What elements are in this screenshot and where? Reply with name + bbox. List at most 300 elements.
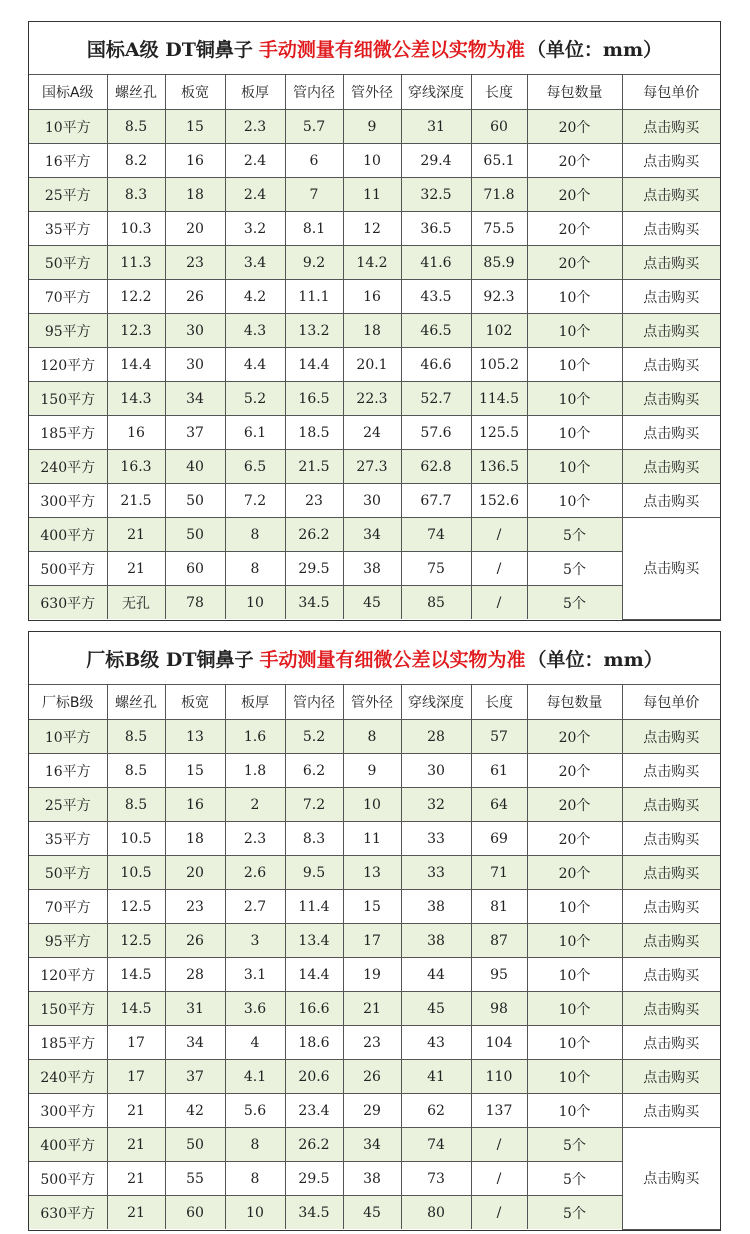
table-cell: 85.9 <box>471 246 527 280</box>
table-cell: 52.7 <box>401 382 471 416</box>
table_a-header-row <box>29 75 720 110</box>
table-cell: 10.5 <box>107 822 165 856</box>
table-a-grid <box>29 75 720 620</box>
table-row <box>29 484 720 518</box>
table-cell: / <box>471 586 527 620</box>
table-cell: 11 <box>343 822 401 856</box>
spec-table-b <box>28 631 721 1231</box>
table-cell: 无孔 <box>107 586 165 620</box>
column-header: 板厚 <box>225 685 285 720</box>
table-cell: 14.4 <box>285 958 343 992</box>
table-cell: 8.3 <box>107 178 165 212</box>
table-cell: / <box>471 518 527 552</box>
buy-link[interactable]: 点击购买 <box>622 450 720 484</box>
table-cell: 20个 <box>527 246 622 280</box>
buy-link[interactable]: 点击购买 <box>622 382 720 416</box>
table-cell: 73 <box>401 1162 471 1196</box>
table-cell: 23 <box>343 1026 401 1060</box>
table-cell: 67.7 <box>401 484 471 518</box>
table-cell: 95 <box>471 958 527 992</box>
table-cell: 20个 <box>527 720 622 754</box>
table-cell: 92.3 <box>471 280 527 314</box>
table-cell: 21 <box>107 552 165 586</box>
buy-link[interactable]: 点击购买 <box>622 924 720 958</box>
table-cell: 114.5 <box>471 382 527 416</box>
table-cell: 11.4 <box>285 890 343 924</box>
table-row <box>29 348 720 382</box>
table-cell: 14.3 <box>107 382 165 416</box>
column-header: 每包数量 <box>527 75 622 110</box>
table-cell: 2.4 <box>225 144 285 178</box>
table-cell: 57 <box>471 720 527 754</box>
table-cell: 14.2 <box>343 246 401 280</box>
table-cell: 8.2 <box>107 144 165 178</box>
table-b-title <box>29 632 720 685</box>
table-cell: 8.5 <box>107 754 165 788</box>
table-cell: / <box>471 1162 527 1196</box>
table-row <box>29 586 720 620</box>
table-cell: 8 <box>225 518 285 552</box>
table-cell: 5个 <box>527 1196 622 1230</box>
buy-link[interactable]: 点击购买 <box>622 856 720 890</box>
size-cell: 150平方 <box>29 992 107 1026</box>
table-cell: 40 <box>165 450 225 484</box>
table-cell: 136.5 <box>471 450 527 484</box>
size-cell: 95平方 <box>29 924 107 958</box>
table-cell: 11.1 <box>285 280 343 314</box>
table-cell: 16 <box>165 788 225 822</box>
size-cell: 400平方 <box>29 518 107 552</box>
table-cell: 9 <box>343 110 401 144</box>
table-cell: 10个 <box>527 1060 622 1094</box>
table-cell: 26.2 <box>285 1128 343 1162</box>
table-cell: 10个 <box>527 1094 622 1128</box>
table-cell: 9.5 <box>285 856 343 890</box>
table-cell: 43.5 <box>401 280 471 314</box>
table-cell: 18.5 <box>285 416 343 450</box>
table-cell: 38 <box>401 924 471 958</box>
buy-link[interactable]: 点击购买 <box>622 720 720 754</box>
size-cell: 630平方 <box>29 586 107 620</box>
table-cell: 152.6 <box>471 484 527 518</box>
size-cell: 70平方 <box>29 890 107 924</box>
size-cell: 500平方 <box>29 1162 107 1196</box>
column-header: 管外径 <box>343 685 401 720</box>
column-header: 国标A级 <box>29 75 107 110</box>
table-cell: 5个 <box>527 552 622 586</box>
table-cell: 17 <box>343 924 401 958</box>
table-cell: 13 <box>343 856 401 890</box>
table-cell: 23 <box>165 890 225 924</box>
table-cell: 2.7 <box>225 890 285 924</box>
table-cell: 74 <box>401 518 471 552</box>
size-cell: 400平方 <box>29 1128 107 1162</box>
table-cell: 14.4 <box>107 348 165 382</box>
table-cell: 22.3 <box>343 382 401 416</box>
table-cell: 30 <box>165 348 225 382</box>
table-cell: 10.3 <box>107 212 165 246</box>
table-a-unit-label: （单位：mm） <box>526 38 663 61</box>
table-cell: 1.8 <box>225 754 285 788</box>
table-cell: 15 <box>165 754 225 788</box>
table-row <box>29 382 720 416</box>
table-cell: 8 <box>225 552 285 586</box>
table-cell: 32 <box>401 788 471 822</box>
table-cell: 75 <box>401 552 471 586</box>
table-cell: 20个 <box>527 144 622 178</box>
buy-link[interactable]: 点击购买 <box>622 890 720 924</box>
column-header: 每包单价 <box>622 685 720 720</box>
table-cell: 16 <box>165 144 225 178</box>
column-header: 管内径 <box>285 685 343 720</box>
table-cell: 2.3 <box>225 110 285 144</box>
buy-link[interactable]: 点击购买 <box>622 314 720 348</box>
table-cell: 20个 <box>527 754 622 788</box>
table-cell: 38 <box>343 1162 401 1196</box>
table-cell: 20个 <box>527 110 622 144</box>
table-row <box>29 856 720 890</box>
buy-link[interactable]: 点击购买 <box>622 110 720 144</box>
table-cell: 13.4 <box>285 924 343 958</box>
table-cell: 8 <box>225 1162 285 1196</box>
table-cell: 2 <box>225 788 285 822</box>
size-cell: 300平方 <box>29 1094 107 1128</box>
table-cell: 5.7 <box>285 110 343 144</box>
table-cell: 21 <box>107 1094 165 1128</box>
table-cell: 8 <box>225 1128 285 1162</box>
column-header: 长度 <box>471 75 527 110</box>
table-row <box>29 1162 720 1196</box>
table-cell: 10个 <box>527 416 622 450</box>
table-row <box>29 314 720 348</box>
table-cell: 28 <box>165 958 225 992</box>
table-cell: 34 <box>343 518 401 552</box>
table-cell: 31 <box>401 110 471 144</box>
table-cell: 45 <box>401 992 471 1026</box>
table-cell: 85 <box>401 586 471 620</box>
table-cell: 1.6 <box>225 720 285 754</box>
table-cell: 81 <box>471 890 527 924</box>
table-cell: 60 <box>165 1196 225 1230</box>
table-cell: 10个 <box>527 890 622 924</box>
table-cell: 18.6 <box>285 1026 343 1060</box>
table-cell: 21.5 <box>107 484 165 518</box>
table-row <box>29 1094 720 1128</box>
column-header: 管内径 <box>285 75 343 110</box>
table-cell: 10 <box>225 586 285 620</box>
buy-link[interactable]: 点击购买 <box>622 518 720 620</box>
table-cell: / <box>471 1196 527 1230</box>
size-cell: 16平方 <box>29 754 107 788</box>
table-cell: 45 <box>343 586 401 620</box>
buy-link[interactable]: 点击购买 <box>622 144 720 178</box>
table-cell: 20个 <box>527 856 622 890</box>
table-cell: 12.3 <box>107 314 165 348</box>
table-cell: 29.4 <box>401 144 471 178</box>
table-row <box>29 788 720 822</box>
table-cell: 21 <box>107 1128 165 1162</box>
table-cell: 27.3 <box>343 450 401 484</box>
table-cell: 75.5 <box>471 212 527 246</box>
buy-link[interactable]: 点击购买 <box>622 484 720 518</box>
size-cell: 500平方 <box>29 552 107 586</box>
table-cell: 10个 <box>527 992 622 1026</box>
table-cell: 4.3 <box>225 314 285 348</box>
table-cell: 41 <box>401 1060 471 1094</box>
buy-link[interactable]: 点击购买 <box>622 958 720 992</box>
table-cell: 78 <box>165 586 225 620</box>
size-cell: 185平方 <box>29 416 107 450</box>
table-cell: 60 <box>471 110 527 144</box>
table-row <box>29 178 720 212</box>
table-cell: 21 <box>107 518 165 552</box>
table-cell: 12.5 <box>107 924 165 958</box>
size-cell: 120平方 <box>29 958 107 992</box>
table-cell: 55 <box>165 1162 225 1196</box>
table-cell: 57.6 <box>401 416 471 450</box>
column-header: 螺丝孔 <box>107 685 165 720</box>
table-cell: 8 <box>343 720 401 754</box>
buy-link[interactable]: 点击购买 <box>622 754 720 788</box>
table-cell: 45 <box>343 1196 401 1230</box>
table-cell: 16.5 <box>285 382 343 416</box>
table-cell: 15 <box>343 890 401 924</box>
table-cell: 6.1 <box>225 416 285 450</box>
buy-link[interactable]: 点击购买 <box>622 822 720 856</box>
column-header: 每包单价 <box>622 75 720 110</box>
table-cell: 10个 <box>527 1026 622 1060</box>
table-row <box>29 1196 720 1230</box>
table-row <box>29 212 720 246</box>
table-cell: 24 <box>343 416 401 450</box>
table-cell: 13.2 <box>285 314 343 348</box>
size-cell: 25平方 <box>29 178 107 212</box>
table-cell: 43 <box>401 1026 471 1060</box>
column-header: 板宽 <box>165 685 225 720</box>
table-cell: 33 <box>401 822 471 856</box>
buy-link[interactable]: 点击购买 <box>622 1026 720 1060</box>
table_b-header-row <box>29 685 720 720</box>
table-cell: 2.4 <box>225 178 285 212</box>
table-cell: 41.6 <box>401 246 471 280</box>
table-cell: 29 <box>343 1094 401 1128</box>
table-cell: 18 <box>343 314 401 348</box>
table-cell: 98 <box>471 992 527 1026</box>
table-cell: 11 <box>343 178 401 212</box>
table-cell: 110 <box>471 1060 527 1094</box>
size-cell: 95平方 <box>29 314 107 348</box>
table-cell: 6 <box>285 144 343 178</box>
table-cell: 5.2 <box>225 382 285 416</box>
size-cell: 300平方 <box>29 484 107 518</box>
column-header: 板厚 <box>225 75 285 110</box>
table-cell: 23 <box>285 484 343 518</box>
buy-link[interactable]: 点击购买 <box>622 178 720 212</box>
table-cell: 34 <box>165 1026 225 1060</box>
table-cell: 29.5 <box>285 1162 343 1196</box>
table-cell: 71.8 <box>471 178 527 212</box>
table-row <box>29 924 720 958</box>
table-cell: 8.5 <box>107 720 165 754</box>
table-cell: 3 <box>225 924 285 958</box>
table-row <box>29 110 720 144</box>
table-cell: 5个 <box>527 518 622 552</box>
buy-link[interactable]: 点击购买 <box>622 212 720 246</box>
table-cell: 34.5 <box>285 1196 343 1230</box>
buy-link[interactable]: 点击购买 <box>622 1094 720 1128</box>
buy-link[interactable]: 点击购买 <box>622 416 720 450</box>
table-row <box>29 992 720 1026</box>
table-row <box>29 958 720 992</box>
table-cell: 5.2 <box>285 720 343 754</box>
table-cell: 4.1 <box>225 1060 285 1094</box>
table-cell: 10.5 <box>107 856 165 890</box>
table-cell: 10 <box>343 144 401 178</box>
buy-link[interactable]: 点击购买 <box>622 348 720 382</box>
table-cell: 20.1 <box>343 348 401 382</box>
buy-link[interactable]: 点击购买 <box>622 280 720 314</box>
size-cell: 50平方 <box>29 246 107 280</box>
buy-link[interactable]: 点击购买 <box>622 788 720 822</box>
table-row <box>29 144 720 178</box>
table-cell: 2.6 <box>225 856 285 890</box>
table-cell: 5个 <box>527 586 622 620</box>
table-cell: 38 <box>343 552 401 586</box>
table-cell: 5个 <box>527 1128 622 1162</box>
column-header: 长度 <box>471 685 527 720</box>
table-cell: 42 <box>165 1094 225 1128</box>
table-cell: 125.5 <box>471 416 527 450</box>
table-cell: 105.2 <box>471 348 527 382</box>
table-cell: 37 <box>165 416 225 450</box>
table-cell: 69 <box>471 822 527 856</box>
table-cell: 8.1 <box>285 212 343 246</box>
table-cell: 20个 <box>527 822 622 856</box>
table-cell: 11.3 <box>107 246 165 280</box>
table-cell: 15 <box>165 110 225 144</box>
table-a-title-text: 国标A级 DT铜鼻子 <box>86 38 253 61</box>
table-row <box>29 280 720 314</box>
size-cell: 35平方 <box>29 212 107 246</box>
buy-link[interactable]: 点击购买 <box>622 246 720 280</box>
size-cell: 35平方 <box>29 822 107 856</box>
table-cell: 60 <box>165 552 225 586</box>
table-cell: / <box>471 552 527 586</box>
size-cell: 70平方 <box>29 280 107 314</box>
table-cell: 2.3 <box>225 822 285 856</box>
table-cell: 26 <box>165 924 225 958</box>
buy-link[interactable]: 点击购买 <box>622 1060 720 1094</box>
table-row <box>29 416 720 450</box>
table-row <box>29 552 720 586</box>
table-cell: 21.5 <box>285 450 343 484</box>
table-cell: 16 <box>107 416 165 450</box>
table-cell: 33 <box>401 856 471 890</box>
table-cell: 46.6 <box>401 348 471 382</box>
table-cell: / <box>471 1128 527 1162</box>
table-cell: 37 <box>165 1060 225 1094</box>
table-cell: 31 <box>165 992 225 1026</box>
table-a-tolerance-note: 手动测量有细微公差以实物为准 <box>258 38 525 61</box>
size-cell: 10平方 <box>29 720 107 754</box>
table-cell: 26 <box>165 280 225 314</box>
table-cell: 44 <box>401 958 471 992</box>
size-cell: 10平方 <box>29 110 107 144</box>
table-cell: 21 <box>343 992 401 1026</box>
table-cell: 20.6 <box>285 1060 343 1094</box>
table-cell: 74 <box>401 1128 471 1162</box>
table-cell: 12.5 <box>107 890 165 924</box>
table-cell: 20个 <box>527 178 622 212</box>
table-cell: 23.4 <box>285 1094 343 1128</box>
table-cell: 10个 <box>527 314 622 348</box>
table-cell: 6.2 <box>285 754 343 788</box>
table-cell: 10个 <box>527 280 622 314</box>
table-cell: 104 <box>471 1026 527 1060</box>
table-row <box>29 450 720 484</box>
table-cell: 18 <box>165 822 225 856</box>
table-cell: 34 <box>343 1128 401 1162</box>
column-header: 螺丝孔 <box>107 75 165 110</box>
table-cell: 36.5 <box>401 212 471 246</box>
table-cell: 5.6 <box>225 1094 285 1128</box>
table-b-unit-label: （单位：mm） <box>527 648 663 671</box>
table-cell: 50 <box>165 484 225 518</box>
table-cell: 3.4 <box>225 246 285 280</box>
table-cell: 30 <box>401 754 471 788</box>
table-cell: 4.2 <box>225 280 285 314</box>
size-cell: 25平方 <box>29 788 107 822</box>
size-cell: 240平方 <box>29 450 107 484</box>
table-cell: 50 <box>165 518 225 552</box>
column-header: 板宽 <box>165 75 225 110</box>
table-row <box>29 890 720 924</box>
table-cell: 14.5 <box>107 958 165 992</box>
table-cell: 3.1 <box>225 958 285 992</box>
table-cell: 64 <box>471 788 527 822</box>
column-header: 厂标B级 <box>29 685 107 720</box>
buy-link[interactable]: 点击购买 <box>622 992 720 1026</box>
table-cell: 10个 <box>527 450 622 484</box>
table-cell: 7.2 <box>225 484 285 518</box>
buy-link[interactable]: 点击购买 <box>622 1128 720 1230</box>
table-cell: 62 <box>401 1094 471 1128</box>
table-cell: 137 <box>471 1094 527 1128</box>
table-cell: 28 <box>401 720 471 754</box>
table-b-tolerance-note: 手动测量有细微公差以实物为准 <box>259 648 526 671</box>
table-cell: 7 <box>285 178 343 212</box>
table-cell: 10个 <box>527 348 622 382</box>
table-cell: 6.5 <box>225 450 285 484</box>
table-cell: 4 <box>225 1026 285 1060</box>
table-cell: 87 <box>471 924 527 958</box>
size-cell: 120平方 <box>29 348 107 382</box>
table-cell: 10 <box>343 788 401 822</box>
table-cell: 65.1 <box>471 144 527 178</box>
table-cell: 62.8 <box>401 450 471 484</box>
size-cell: 50平方 <box>29 856 107 890</box>
table-cell: 38 <box>401 890 471 924</box>
table-cell: 30 <box>165 314 225 348</box>
size-cell: 150平方 <box>29 382 107 416</box>
table-cell: 8.3 <box>285 822 343 856</box>
table-cell: 8.5 <box>107 788 165 822</box>
table-cell: 4.4 <box>225 348 285 382</box>
table-cell: 17 <box>107 1060 165 1094</box>
table-cell: 21 <box>107 1196 165 1230</box>
table-cell: 14.4 <box>285 348 343 382</box>
table-cell: 3.6 <box>225 992 285 1026</box>
